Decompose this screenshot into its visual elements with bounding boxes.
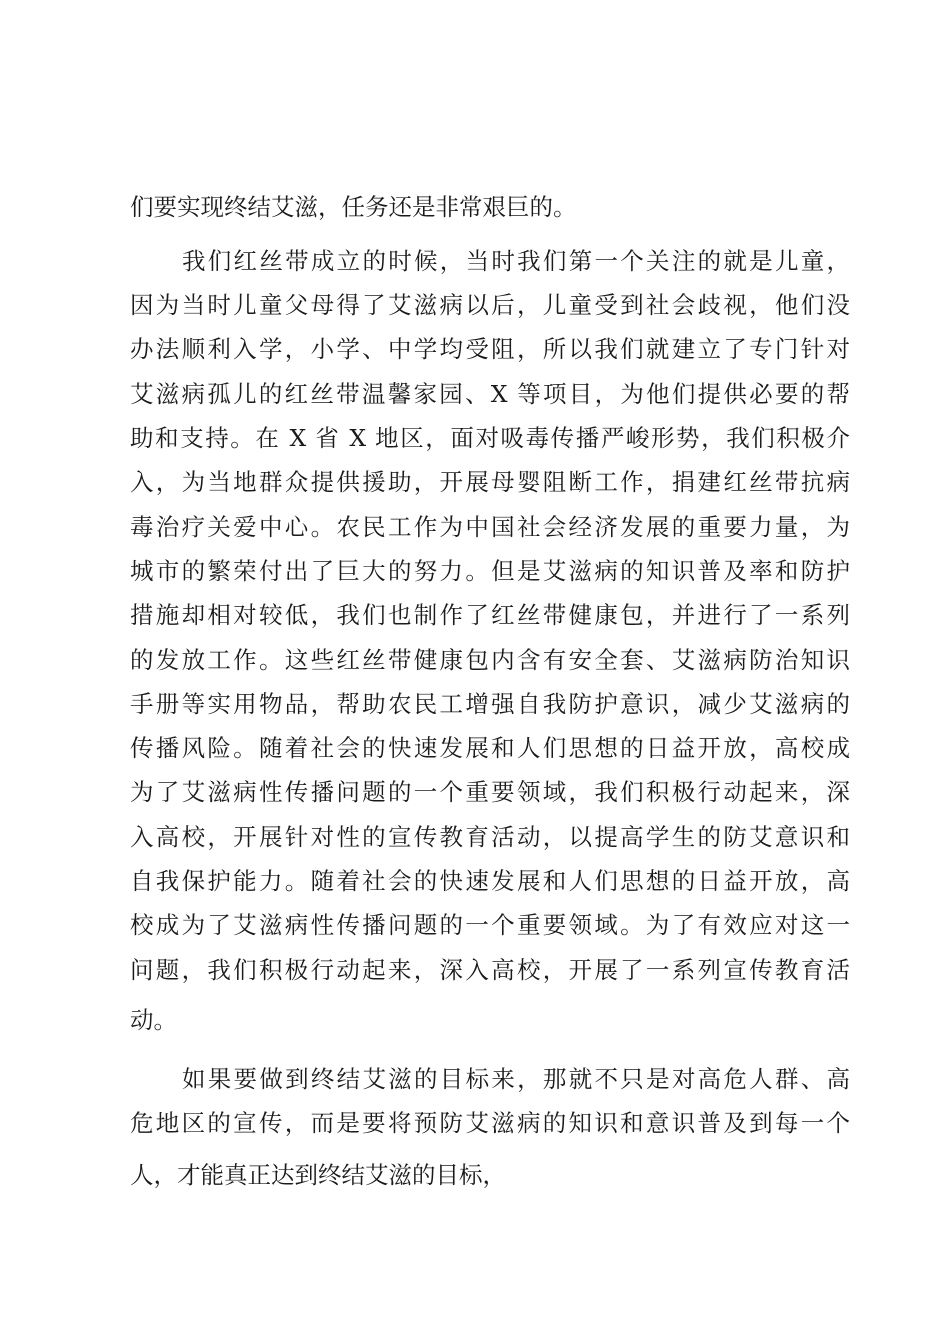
text-line: 因为当时儿童父母得了艾滋病以后，儿童受到社会歧视，他们没 <box>130 291 850 319</box>
text-line: 的发放工作。这些红丝带健康包内含有安全套、艾滋病防治知识 <box>130 646 850 674</box>
text-line: 们要实现终结艾滋，任务还是非常艰巨的。 <box>130 193 577 221</box>
text-line: 为了艾滋病性传播问题的一个重要领域，我们积极行动起来，深 <box>130 778 850 806</box>
text-line: 助和支持。在 X 省 X 地区，面对吸毒传播严峻形势，我们积极介 <box>130 424 850 452</box>
text-line: 动。 <box>130 1006 177 1034</box>
text-line: 措施却相对较低，我们也制作了红丝带健康包，并进行了一系列 <box>130 601 850 629</box>
text-line: 人，才能真正达到终结艾滋的目标， <box>130 1161 506 1189</box>
text-line: 传播风险。随着社会的快速发展和人们思想的日益开放，高校成 <box>130 734 850 762</box>
text-line: 校成为了艾滋病性传播问题的一个重要领域。为了有效应对这一 <box>130 911 850 939</box>
text-line: 城市的繁荣付出了巨大的努力。但是艾滋病的知识普及率和防护 <box>130 557 850 585</box>
text-line: 问题，我们积极行动起来，深入高校，开展了一系列宣传教育活 <box>130 956 850 984</box>
text-line: 危地区的宣传，而是要将预防艾滋病的知识和意识普及到每一个 <box>130 1109 850 1137</box>
text-line: 入，为当地群众提供援助，开展母婴阻断工作，捐建红丝带抗病 <box>130 468 850 496</box>
text-line: 我们红丝带成立的时候，当时我们第一个关注的就是儿童， <box>182 247 850 275</box>
text-line: 手册等实用物品，帮助农民工增强自我防护意识，减少艾滋病的 <box>130 690 850 718</box>
text-line: 毒治疗关爱中心。农民工作为中国社会经济发展的重要力量，为 <box>130 513 850 541</box>
text-line: 自我保护能力。随着社会的快速发展和人们思想的日益开放，高 <box>130 867 850 895</box>
text-line: 办法顺利入学，小学、中学均受阻，所以我们就建立了专门针对 <box>130 335 850 363</box>
text-line: 艾滋病孤儿的红丝带温馨家园、X 等项目，为他们提供必要的帮 <box>130 380 850 408</box>
text-line: 入高校，开展针对性的宣传教育活动，以提高学生的防艾意识和 <box>130 823 850 851</box>
text-line: 如果要做到终结艾滋的目标来，那就不只是对高危人群、高 <box>182 1065 850 1093</box>
